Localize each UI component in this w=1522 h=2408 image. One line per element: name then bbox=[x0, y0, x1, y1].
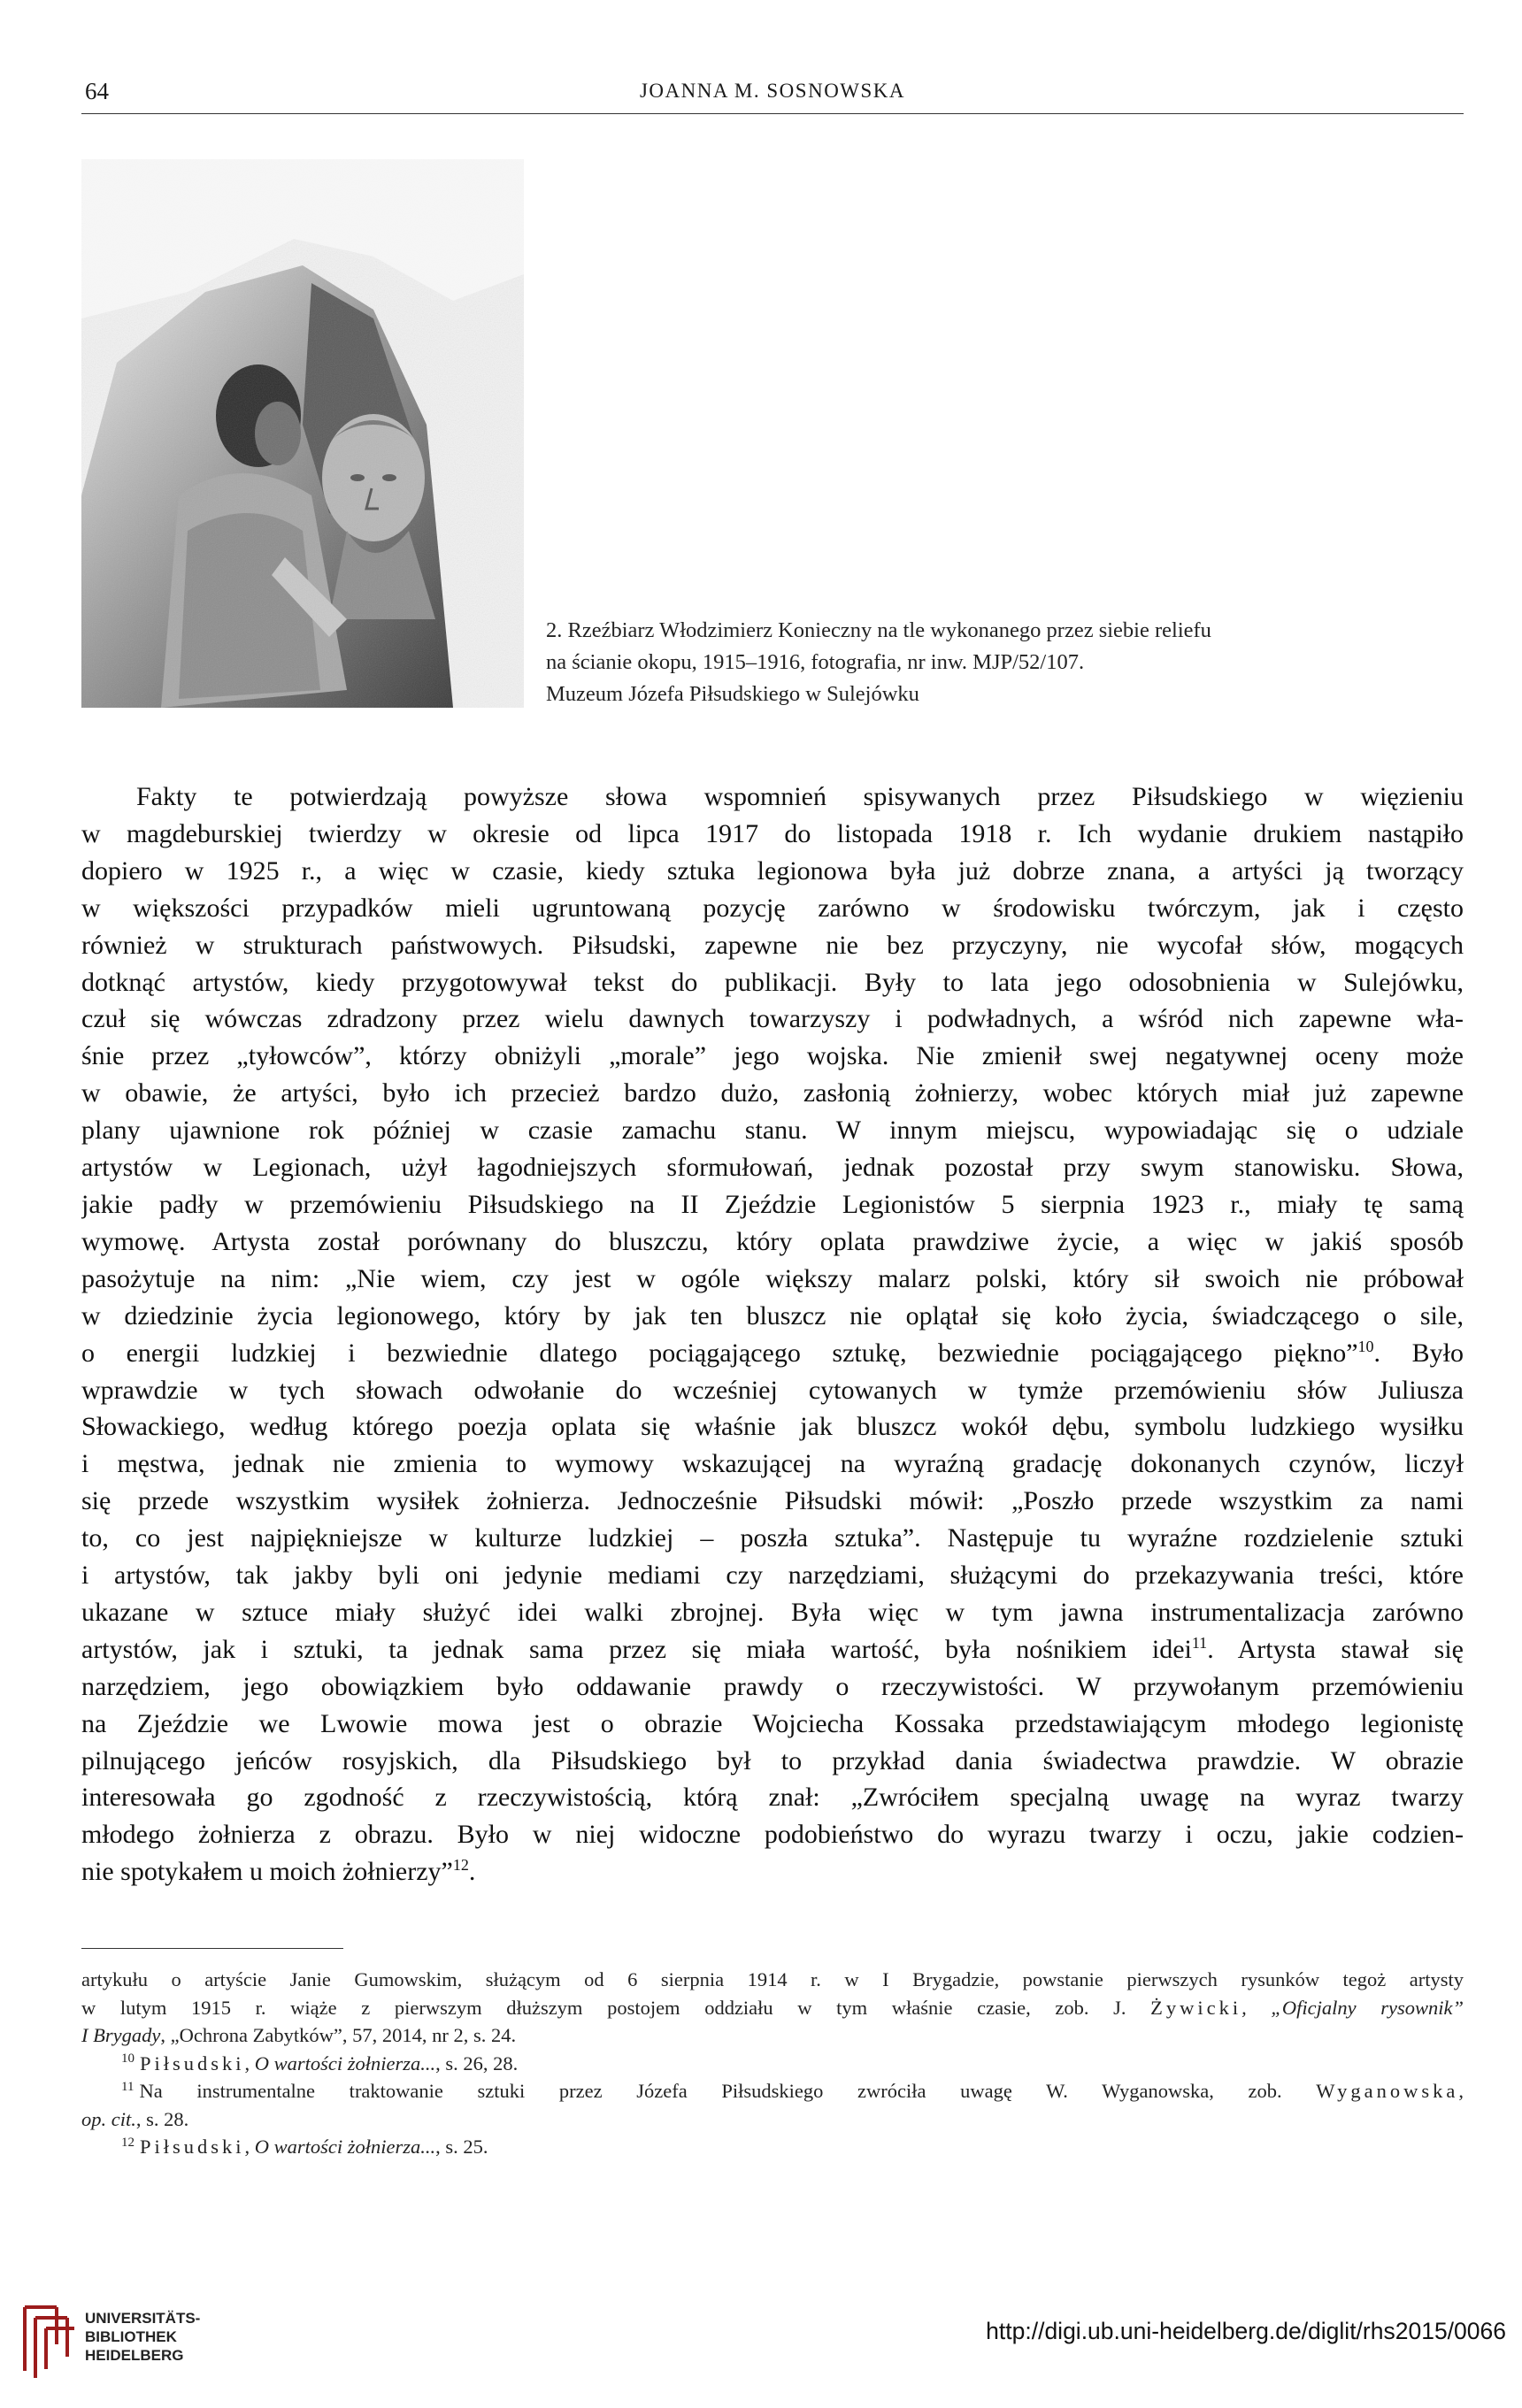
text-line: plany ujawnione rok później w czasie zamachu stanu. W innym miejscu, wypowiadając się o udziale bbox=[81, 1116, 1464, 1146]
caption-line: 2. Rzeźbiarz Włodzimierz Konieczny na tle wykonanego przez siebie reliefu bbox=[546, 618, 1211, 642]
text-line: jakie padły w przemówieniu Piłsudskiego na II Zjeździe Legionistów 5 sierpnia 1923 r., miały tę samą bbox=[81, 1189, 1464, 1219]
text-line bbox=[81, 1631, 1464, 1668]
text-segment: , s. 25. bbox=[435, 2136, 488, 2158]
caption-line: na ścianie okopu, 1915–1916, fotografia, nr inw. MJP/52/107. bbox=[546, 650, 1085, 674]
digitization-url-link[interactable]: http://digi.ub.uni-heidelberg.de/diglit/rhs2015/0066 bbox=[986, 2318, 1506, 2344]
text-line: na Zjeździe we Lwowie mowa jest o obrazie Wojciecha Kossaka przedstawiającym młodego legionistę bbox=[81, 1708, 1464, 1738]
text-line: Fakty te potwierdzają powyższe słowa wspomnień spisywanych przez Piłsudskiego w więzieniu bbox=[136, 782, 1464, 811]
footnote-rule bbox=[81, 1948, 343, 1949]
text-segment: op. cit. bbox=[81, 2107, 136, 2130]
text-line bbox=[81, 1335, 1464, 1372]
logo-line: HEIDELBERG bbox=[85, 2347, 184, 2364]
text-segment: , „Ochrona Zabytków”, 57, 2014, nr 2, s. 24. bbox=[160, 2024, 517, 2046]
footnote-ref[interactable]: 10 bbox=[1357, 1337, 1374, 1355]
text-line: Słowackiego, według którego poezja oplata się właśnie jak bluszcz wokół dębu, symbolu ludzkiego wysiłku bbox=[81, 1412, 1464, 1442]
text-segment: w lutym 1915 r. wiąże z pierwszym dłuższym postojem oddziału w tym właśnie czasie, zob. J. bbox=[81, 1996, 1126, 2019]
text-line: pilnującego jeńców rosyjskich, dla Piłsudskiego był to przykład dania świadectwa prawdzie. W obrazie bbox=[81, 1745, 1464, 1775]
page-number: 64 bbox=[85, 78, 109, 104]
text-segment: . Było bbox=[1373, 1338, 1464, 1368]
text-segment: . Artysta stawał się bbox=[1207, 1634, 1464, 1664]
author-name: Piłsudski bbox=[140, 2051, 245, 2074]
author-name: Piłsudski bbox=[140, 2136, 245, 2158]
author-name: Żywicki bbox=[1150, 1996, 1242, 2019]
footnote-number: 10 bbox=[121, 2051, 135, 2066]
body-text bbox=[81, 778, 1464, 1890]
text-segment: artystów, jak i sztuki, ta jednak sama przez się miała wartość, była nośnikiem idei bbox=[81, 1634, 1192, 1664]
footnote-line bbox=[81, 1994, 1464, 2022]
text-line: się przede wszystkim wysiłek żołnierza. Jednocześnie Piłsudski mówił: „Poszło przede wszystkim za nami bbox=[81, 1486, 1464, 1516]
caption-line: Muzeum Józefa Piłsudskiego w Sulejówku bbox=[546, 682, 919, 706]
text-line: i męstwa, jednak nie zmienia to wymowy wskazującej na wyraźną gradację dokonanych czynów, liczył bbox=[81, 1449, 1464, 1479]
text-segment: , bbox=[1458, 2080, 1464, 2102]
ub-heidelberg-logo-icon bbox=[16, 2298, 80, 2380]
text-segment: o energii ludzkiej i bezwiednie dlatego pociągającego sztukę, bezwiednie pociągającego piękno” bbox=[81, 1338, 1358, 1368]
figure-caption bbox=[546, 615, 1449, 710]
text-line: również w strukturach państwowych. Piłsudski, zapewne nie bez przyczyny, nie wycofał słów, mogących bbox=[81, 930, 1464, 960]
running-head: JOANNA M. SOSNOWSKA bbox=[639, 80, 906, 102]
text-line: w większości przypadków mieli ugruntowaną pozycję zarówno w środowisku twórczym, jak i często bbox=[81, 893, 1464, 923]
text-segment: O wartości żołnierza... bbox=[254, 2051, 436, 2074]
text-line: to, co jest najpiękniejsze w kulturze ludzkiej – poszła sztuka”. Następuje tu wyraźne rozdzielenie sztuki bbox=[81, 1523, 1464, 1553]
ub-logo-text bbox=[85, 2309, 200, 2365]
text-line: wymowę. Artysta został porównany do bluszczu, który oplata prawdziwe życie, a więc w jakiś sposób bbox=[81, 1226, 1464, 1256]
photo-sculptor-relief-icon bbox=[81, 159, 524, 708]
text-line: w obawie, że artyści, było ich przecież bardzo dużo, zasłonią żołnierzy, wobec których miał już zapewne bbox=[81, 1078, 1464, 1108]
footnote-number: 11 bbox=[121, 2079, 135, 2094]
author-name: Wyganowska bbox=[1316, 2080, 1459, 2102]
footnote-line bbox=[81, 2105, 1464, 2134]
figure-photo bbox=[81, 159, 524, 708]
text-segment: I Brygady bbox=[81, 2024, 161, 2046]
text-line: pasożytuje na nim: „Nie wiem, czy jest w ogóle większy malarz polski, który sił swoich nie próbował bbox=[81, 1263, 1464, 1293]
footnote-number: 12 bbox=[121, 2135, 135, 2150]
text-line bbox=[81, 1853, 1464, 1890]
footnote-ref[interactable]: 12 bbox=[452, 1856, 469, 1875]
text-line: czuł się wówczas zdradzony przez wielu dawnych towarzyszy i podwładnych, a wśród nich zapewne wła- bbox=[81, 1004, 1464, 1034]
text-line: artystów w Legionach, użył łagodniejszych sformułowań, jednak pozostał przy swym stanowisku. Słowa, bbox=[81, 1153, 1464, 1183]
text-segment: . bbox=[468, 1857, 476, 1887]
text-line: narzędziem, jego obowiązkiem było oddawanie prawdy o rzeczywistości. W przywołanym przemówieniu bbox=[81, 1671, 1464, 1701]
text-segment: , s. 28. bbox=[135, 2107, 189, 2130]
text-line: w dziedzinie życia legionowego, który by jak ten bluszcz nie oplątał się koło życia, świadczącego o sile, bbox=[81, 1300, 1464, 1331]
text-segment: nie spotykałem u moich żołnierzy” bbox=[81, 1857, 453, 1887]
text-segment: , s. 26, 28. bbox=[435, 2051, 519, 2074]
text-line: dotknąć artystów, kiedy przygotowywał tekst do publikacji. Były to lata jego odosobnienia w Sulejówku, bbox=[81, 967, 1464, 997]
text-line: i artystów, tak jakby byli oni jedynie mediami czy narzędziami, służącymi do przekazywania treści, które bbox=[81, 1561, 1464, 1591]
footnote-11 bbox=[81, 2077, 1464, 2105]
footnote-line: artykułu o artyście Janie Gumowskim, służącym od 6 sierpnia 1914 r. w I Brygadzie, powstanie pierwszych rysunków tegoż artysty bbox=[81, 1968, 1464, 1990]
text-line: dopiero w 1925 r., a więc w czasie, kiedy sztuka legionowa była już dobrze znana, a artyści ją tworzący bbox=[81, 855, 1464, 886]
footnote-line bbox=[81, 2021, 1464, 2050]
text-line: w magdeburskiej twierdzy w okresie od lipca 1917 do listopada 1918 r. Ich wydanie drukiem nastąpiło bbox=[81, 818, 1464, 848]
page-header bbox=[81, 74, 1464, 114]
text-segment: Na instrumentalne traktowanie sztuki przez Józefa Piłsudskiego zwróciła uwagę W. Wyganowska, zob. bbox=[139, 2080, 1282, 2102]
text-line: młodego żołnierza z obrazu. Było w niej widoczne podobieństwo do wyrazu twarzy i oczu, jakie codzien- bbox=[81, 1820, 1464, 1850]
text-segment: , „Oficjalny rysownik” bbox=[1241, 1996, 1464, 2019]
text-line: wprawdzie w tych słowach odwołanie do wcześniej cytowanych w tymże przemówieniu słów Juliusza bbox=[81, 1375, 1464, 1405]
library-footer bbox=[0, 2274, 1522, 2408]
text-line: ukazane w sztuce miały służyć idei walki zbrojnej. Była więc w tym jawna instrumentalizacja zarówno bbox=[81, 1597, 1464, 1627]
text-line: śnie przez „tyłowców”, którzy obniżyli „morale” jego wojska. Nie zmienił swej negatywnej oceny może bbox=[81, 1041, 1464, 1071]
logo-line: BIBLIOTHEK bbox=[85, 2328, 177, 2345]
text-line: interesowała go zgodność z rzeczywistością, którą znał: „Zwróciłem specjalną uwagę na wyraz twarzy bbox=[81, 1783, 1464, 1813]
text-segment: O wartości żołnierza... bbox=[254, 2136, 436, 2158]
footnotes bbox=[81, 1966, 1464, 2161]
footnote-10: $^{10}$ Piłsudski, O wartości żołnierza..., s. 26, 28. bbox=[121, 2051, 519, 2074]
footnote-12: $^{12}$ Piłsudski, O wartości żołnierza..., s. 25. bbox=[121, 2135, 488, 2158]
logo-line: UNIVERSITÄTS- bbox=[85, 2310, 201, 2327]
footnote-ref[interactable]: 11 bbox=[1191, 1633, 1208, 1652]
